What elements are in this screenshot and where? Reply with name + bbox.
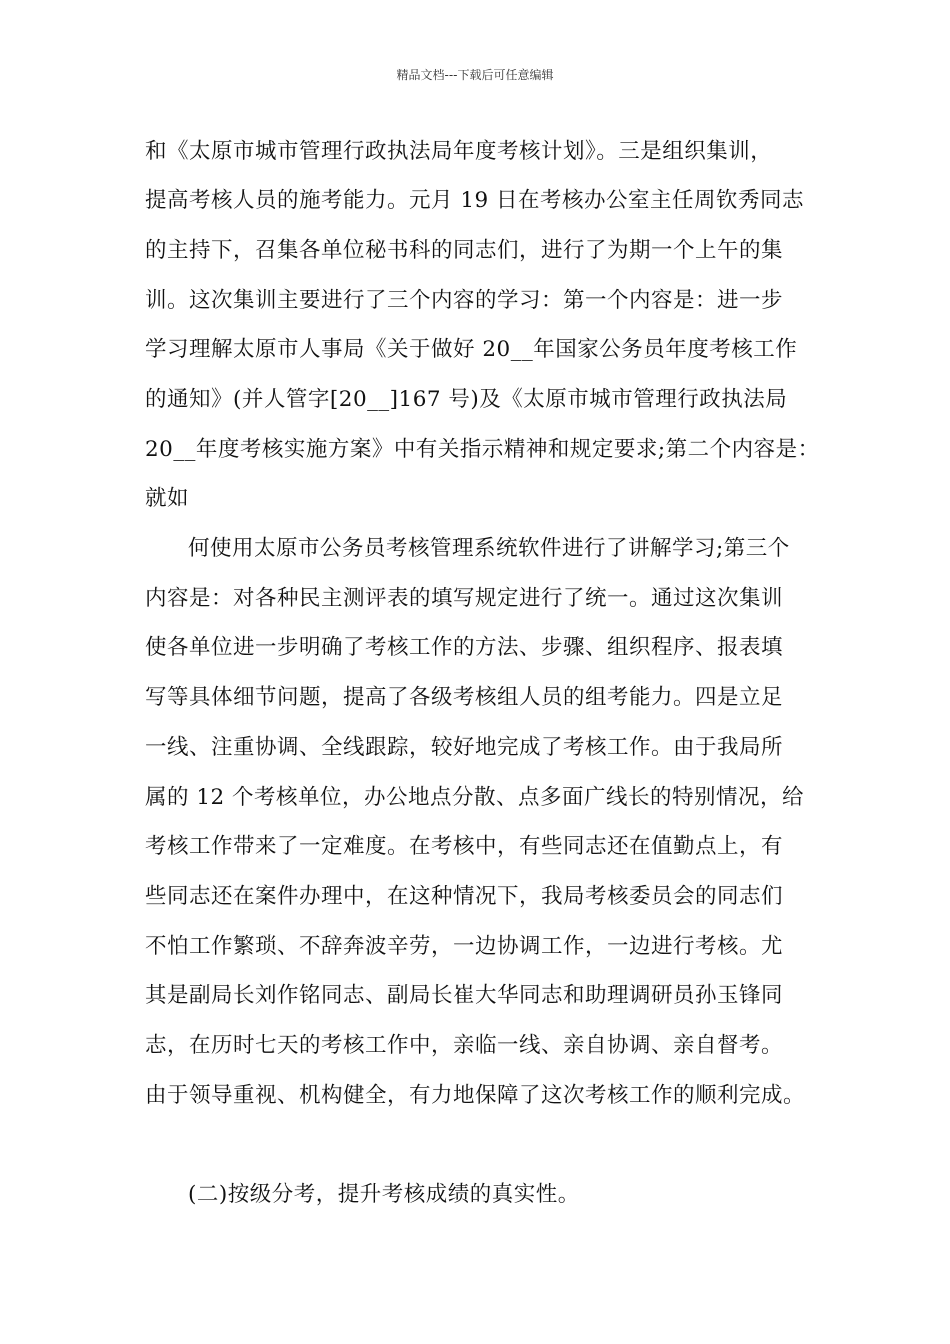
text-line: 些同志还在案件办理中，在这种情况下，我局考核委员会的同志们: [145, 884, 784, 909]
text-line: 学习理解太原市人事局《关于做好 20__年国家公务员年度考核工作: [145, 337, 798, 362]
text-line: 使各单位进一步明确了考核工作的方法、步骤、组织程序、报表填: [145, 635, 784, 660]
text-line: 写等具体细节问题，提高了各级考核组人员的组考能力。四是立足: [145, 685, 784, 710]
text-line: 提高考核人员的施考能力。元月 19 日在考核办公室主任周钦秀同志: [145, 188, 805, 213]
text-line: 一线、注重协调、全线跟踪，较好地完成了考核工作。由于我局所: [145, 735, 784, 760]
text-line: 由于领导重视、机构健全，有力地保障了这次考核工作的顺利完成。: [145, 1083, 806, 1108]
text-line: 的通知》(并人管字[20__]167 号)及《太原市城市管理行政执法局: [145, 387, 788, 412]
section-heading: (二)按级分考，提升考核成绩的真实性。: [188, 1182, 580, 1207]
text-line: 就如: [145, 486, 190, 511]
text-line: 不怕工作繁琐、不辞奔波辛劳，一边协调工作，一边进行考核。尤: [145, 934, 784, 959]
text-line: 的主持下，召集各单位秘书科的同志们，进行了为期一个上午的集: [145, 238, 784, 263]
page-header: 精品文档---下载后可任意编辑: [396, 68, 554, 82]
text-line: 考核工作带来了一定难度。在考核中，有些同志还在值勤点上，有: [145, 834, 784, 859]
text-line: 志，在历时七天的考核工作中，亲临一线、亲自协调、亲自督考。: [145, 1033, 784, 1058]
text-line: 20__年度考核实施方案》中有关指示精神和规定要求;第二个内容是：: [145, 437, 820, 462]
text-line: 属的 12 个考核单位，办公地点分散、点多面广线长的特别情况，给: [145, 785, 805, 810]
text-line: 和《太原市城市管理行政执法局年度考核计划》。三是组织集训，: [145, 139, 773, 164]
text-line: 训。这次集训主要进行了三个内容的学习：第一个内容是：进一步: [145, 288, 784, 313]
text-line: 内容是：对各种民主测评表的填写规定进行了统一。通过这次集训: [145, 586, 784, 611]
text-line: 何使用太原市公务员考核管理系统软件进行了讲解学习;第三个: [188, 536, 790, 561]
text-line: 其是副局长刘作铭同志、副局长崔大华同志和助理调研员孙玉锋同: [145, 983, 784, 1008]
